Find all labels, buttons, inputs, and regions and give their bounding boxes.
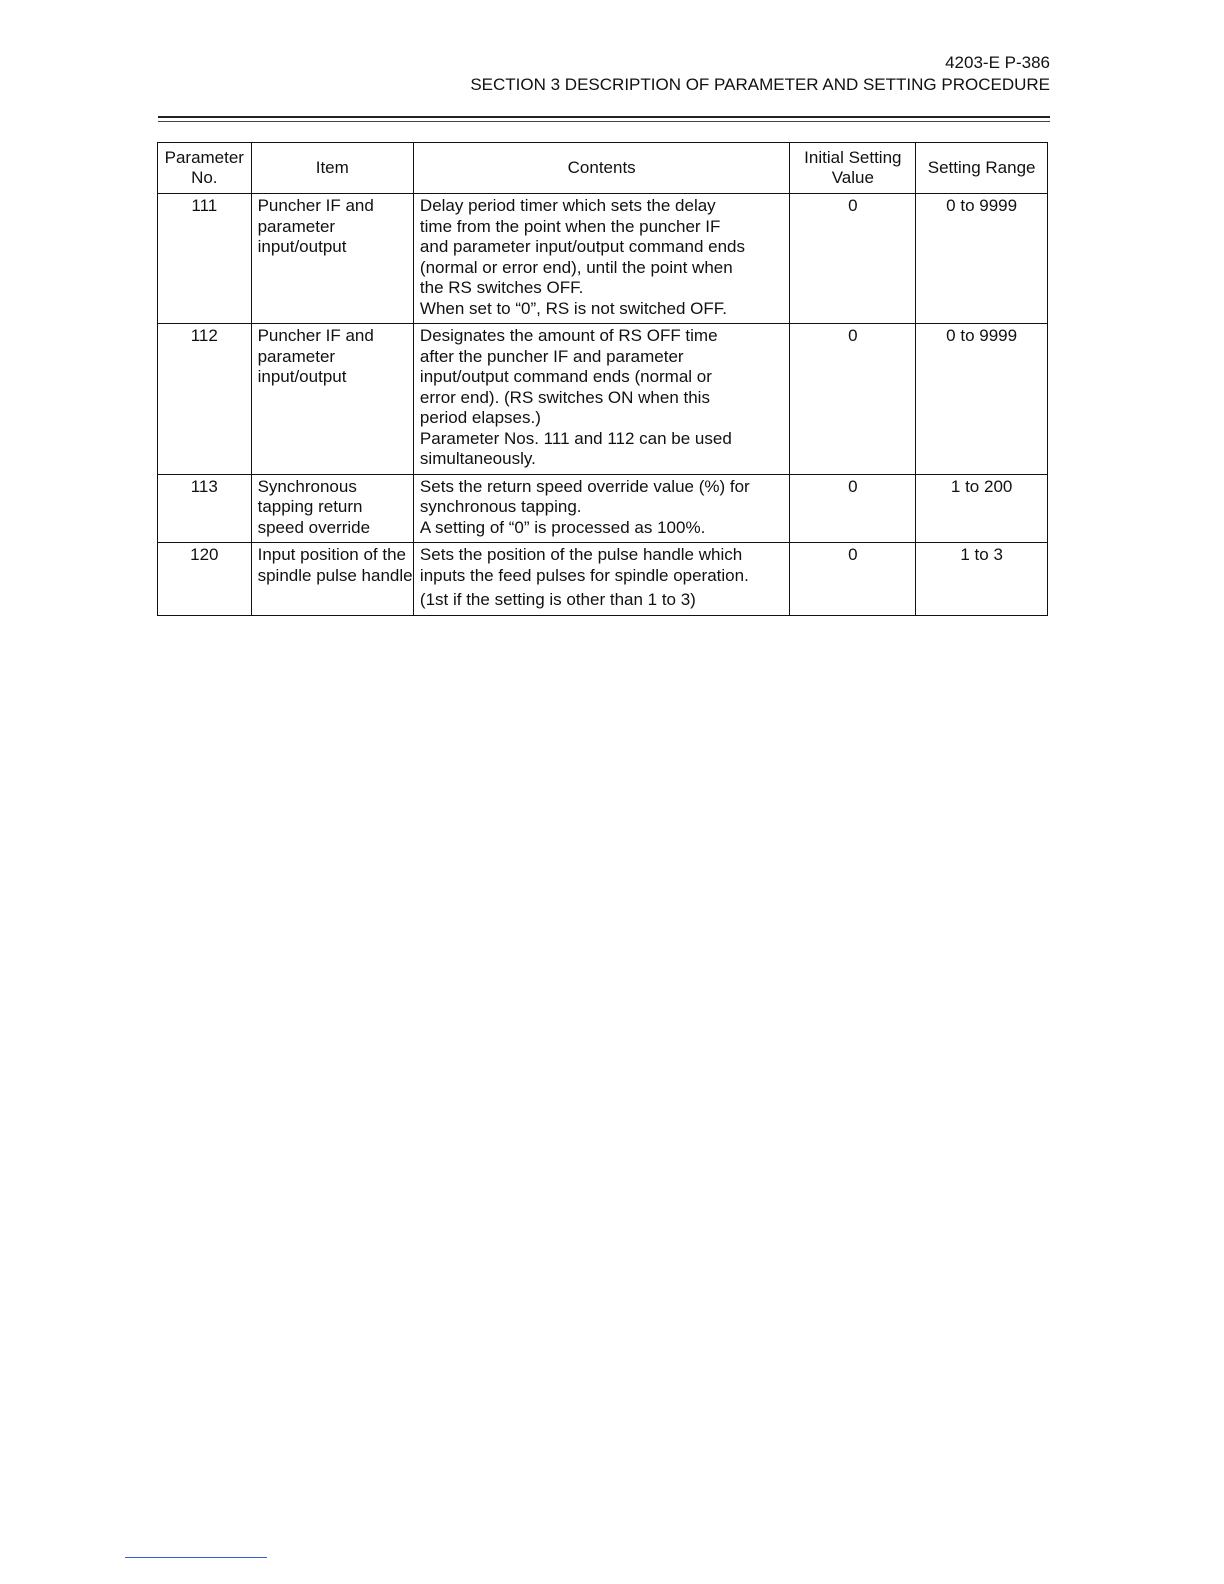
contents-line: Delay period timer which sets the delay [419, 196, 716, 215]
table-header-row [158, 143, 1048, 194]
contents-line: (1st if the setting is other than 1 to 3) [419, 590, 696, 609]
contents-line: input/output command ends (normal or [419, 367, 712, 386]
initial-value-cell: 0 [790, 324, 916, 475]
col-header-setting-range: Setting Range [916, 143, 1048, 194]
initial-value-cell: 0 [790, 194, 916, 324]
col-header-initial-value: Initial Setting Value [790, 143, 916, 194]
contents-line: the RS switches OFF. [419, 278, 584, 297]
contents-cell [413, 194, 789, 324]
page-reference: 4203-E P-386 [945, 53, 1050, 72]
contents-cell [413, 543, 789, 616]
section-title: SECTION 3 DESCRIPTION OF PARAMETER AND SETTING PROCEDURE [470, 75, 1050, 94]
header-rule-thick [158, 116, 1050, 118]
table-row [158, 543, 1048, 616]
initial-value-cell: 0 [790, 543, 916, 616]
param-no-cell: 113 [158, 474, 252, 543]
contents-line: Sets the position of the pulse handle which [419, 545, 743, 564]
setting-range-cell: 1 to 200 [916, 474, 1048, 543]
contents-line: after the puncher IF and parameter [419, 346, 684, 366]
contents-line: A setting of “0” is processed as 100%. [419, 517, 706, 537]
table-row [158, 324, 1048, 475]
parameter-table [157, 142, 1048, 616]
contents-line: and parameter input/output command ends [419, 237, 746, 256]
item-cell: Input position of the spindle pulse handle [251, 543, 413, 616]
col-header-contents: Contents [413, 143, 789, 194]
contents-line: time from the point when the puncher IF [419, 216, 721, 236]
footer-rule [125, 1557, 267, 1558]
contents-line: simultaneously. [419, 449, 536, 468]
contents-line: error end). (RS switches ON when this [419, 387, 710, 407]
col-header-param-no: Parameter No. [158, 143, 252, 194]
item-cell: Puncher IF and parameter input/output [251, 324, 413, 475]
contents-line: synchronous tapping. [419, 497, 582, 516]
table-row [158, 474, 1048, 543]
setting-range-cell: 0 to 9999 [916, 324, 1048, 475]
contents-cell [413, 324, 789, 475]
contents-line: (normal or error end), until the point when [419, 257, 733, 277]
param-no-cell: 120 [158, 543, 252, 616]
setting-range-cell: 0 to 9999 [916, 194, 1048, 324]
contents-line: When set to “0”, RS is not switched OFF. [419, 298, 727, 318]
contents-line: inputs the feed pulses for spindle operation. [419, 565, 749, 585]
item-cell: Puncher IF and parameter input/output [251, 194, 413, 324]
contents-line: Parameter Nos. 111 and 112 can be used [419, 428, 732, 448]
contents-line: Sets the return speed override value (%) for [419, 476, 750, 496]
contents-line: period elapses.) [419, 408, 541, 427]
table-row [158, 194, 1048, 324]
item-cell: Synchronous tapping return speed override [251, 474, 413, 543]
header-rule-thin [158, 121, 1050, 122]
col-header-item: Item [251, 143, 413, 194]
contents-cell [413, 474, 789, 543]
contents-line: Designates the amount of RS OFF time [419, 326, 718, 345]
page-header [470, 52, 1050, 96]
initial-value-cell: 0 [790, 474, 916, 543]
param-no-cell: 112 [158, 324, 252, 475]
param-no-cell: 111 [158, 194, 252, 324]
setting-range-cell: 1 to 3 [916, 543, 1048, 616]
